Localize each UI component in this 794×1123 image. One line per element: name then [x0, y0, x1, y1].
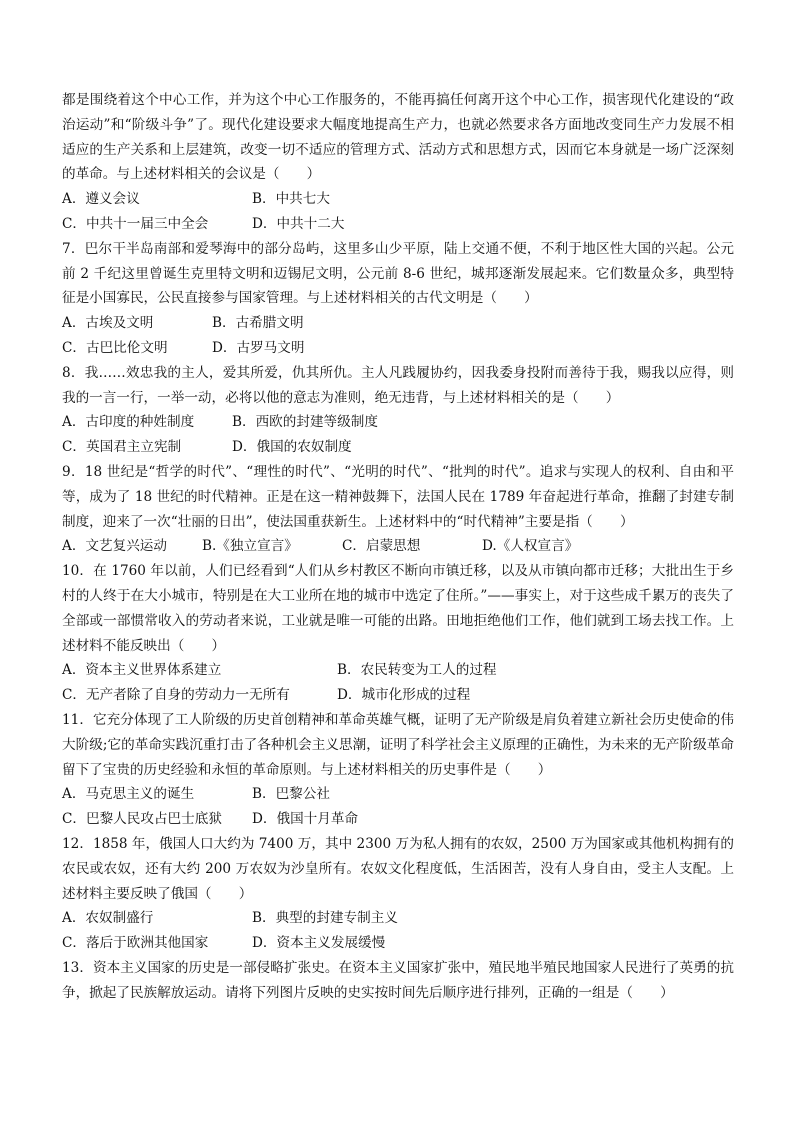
question-7-options-row-1	[62, 311, 734, 336]
question-7-options-row-2	[62, 336, 734, 361]
option-b: B．农民转变为工人的过程	[337, 662, 497, 679]
option-d: D．古罗马文明	[212, 339, 305, 356]
intro-options-row-1	[62, 187, 734, 212]
option-b: B．中共七大	[252, 191, 330, 208]
intro-paragraph: 都是围绕着这个中心工作，并为这个中心工作服务的，不能再搞任何离开这个中心工作，损害现代化建设的“政治运动”和“阶级斗争”了。现代化建设要求大幅度地提高生产力，也就必然要求各方面地改变同生产力发展不相适应的生产关系和上层建筑，改变一切不适应的管理方式、活动方式和思想方式，因而它本身就是一场广泛深刻的革命。与上述材料相关的会议是（ ）	[62, 92, 734, 183]
option-c: C．中共十一届三中全会	[62, 215, 209, 232]
option-d: D．中共十二大	[252, 215, 345, 232]
question-7-text: 7．巴尔干半岛南部和爱琴海中的部分岛屿，这里多山少平原，陆上交通不便，不利于地区性大国的兴起。公元前 2 千纪这里曾诞生克里特文明和迈锡尼文明，公元前 8-6 世纪，城邦逐渐发展起来。它们数量众多，典型特征是小国寡民，公民直接参与国家管理。与上述材料相关的古代文明是（ ）	[62, 240, 734, 307]
option-a: A．古埃及文明	[62, 315, 154, 332]
option-b: B．西欧的封建等级制度	[232, 414, 378, 431]
option-a: A．马克思主义的诞生	[62, 786, 195, 803]
option-a: A．文艺复兴运动	[62, 538, 167, 555]
question-10-text: 10．在 1760 年以前，人们已经看到“人们从乡村教区不断向市镇迁移，以及从市镇向都市迁移；大批出生于乡村的人终于在大小城市，特别是在大工业所在地的城市中选定了住所。”——事实上，对于这些成千累万的丧失了全部或一部惯常收入的劳动者来说，工业就是唯一可能的出路。田地拒绝他们工作，他们就到工场去找工作。上述材料不能反映出（ ）	[62, 563, 734, 654]
question-8-options-row-1	[62, 410, 734, 435]
question-10-options-row-1	[62, 658, 734, 683]
document-page	[62, 88, 734, 1005]
option-d: D.《人权宣言》	[482, 538, 579, 555]
option-d: D．资本主义发展缓慢	[252, 935, 386, 952]
question-8-text: 8．我……效忠我的主人，爱其所爱，仇其所仇。主人凡践履协约，因我委身投附而善待于我，赐我以应得，则我的一言一行，一举一动，必将以他的意志为准则，绝无违背，与上述材料相关的是（ ）	[62, 364, 734, 406]
option-d: D．城市化形成的过程	[337, 687, 471, 704]
option-b: B．巴黎公社	[252, 786, 330, 803]
question-9-text: 9．18 世纪是“哲学的时代”、“理性的时代”、“光明的时代”、“批判的时代”。追求与实现人的权利、自由和平等，成为了 18 世纪的时代精神。正是在这一精神鼓舞下，法国人民在 1789 年奋起进行革命，推翻了封建专制制度，迎来了一次“壮丽的日出”，使法国重获新生。上述材料中的“时代精神”主要是指（ ）	[62, 463, 734, 530]
option-d: D．俄国的农奴制度	[232, 439, 352, 456]
option-c: C．英国君主立宪制	[62, 439, 182, 456]
option-c: C．无产者除了自身的劳动力一无所有	[62, 687, 290, 704]
option-c: C．启蒙思想	[342, 538, 421, 555]
question-12-text: 12．1858 年，俄国人口大约为 7400 万，其中 2300 万为私人拥有的农奴，2500 万为国家或其他机构拥有的农民或农奴，还有大约 200 万农奴为沙皇所有。农奴文化程度低，生活困苦，没有人身自由，受主人支配。上述材料主要反映了俄国（ ）	[62, 835, 734, 902]
option-c: C．落后于欧洲其他国家	[62, 935, 209, 952]
intro-options-row-2	[62, 212, 734, 237]
option-a: A．资本主义世界体系建立	[62, 662, 222, 679]
option-d: D．俄国十月革命	[252, 811, 359, 828]
question-11-options-row-1	[62, 782, 734, 807]
question-12-options-row-1	[62, 906, 734, 931]
option-a: A．遵义会议	[62, 191, 140, 208]
option-b: B.《独立宣言》	[202, 538, 298, 555]
option-b: B．古希腊文明	[212, 315, 304, 332]
question-12-options-row-2	[62, 931, 734, 956]
question-10-options-row-2	[62, 683, 734, 708]
question-11-options-row-2	[62, 807, 734, 832]
question-9-options-row	[62, 534, 734, 559]
option-a: A．古印度的种姓制度	[62, 414, 195, 431]
question-13-text: 13．资本主义国家的历史是一部侵略扩张史。在资本主义国家扩张中，殖民地半殖民地国家人民进行了英勇的抗争，掀起了民族解放运动。请将下列图片反映的史实按时间先后顺序进行排列，正确的一组是（ ）	[62, 959, 734, 1001]
option-c: C．古巴比伦文明	[62, 339, 168, 356]
option-c: C．巴黎人民攻占巴士底狱	[62, 811, 222, 828]
option-a: A．农奴制盛行	[62, 910, 154, 927]
option-b: B．典型的封建专制主义	[252, 910, 398, 927]
question-11-text: 11．它充分体现了工人阶级的历史首创精神和革命英雄气概，证明了无产阶级是肩负着建立新社会历史使命的伟大阶级;它的革命实践沉重打击了各种机会主义思潮，证明了科学社会主义原理的正确性，为未来的无产阶级革命留下了宝贵的历史经验和永恒的革命原则。与上述材料相关的历史事件是（ ）	[62, 711, 734, 778]
question-8-options-row-2	[62, 435, 734, 460]
